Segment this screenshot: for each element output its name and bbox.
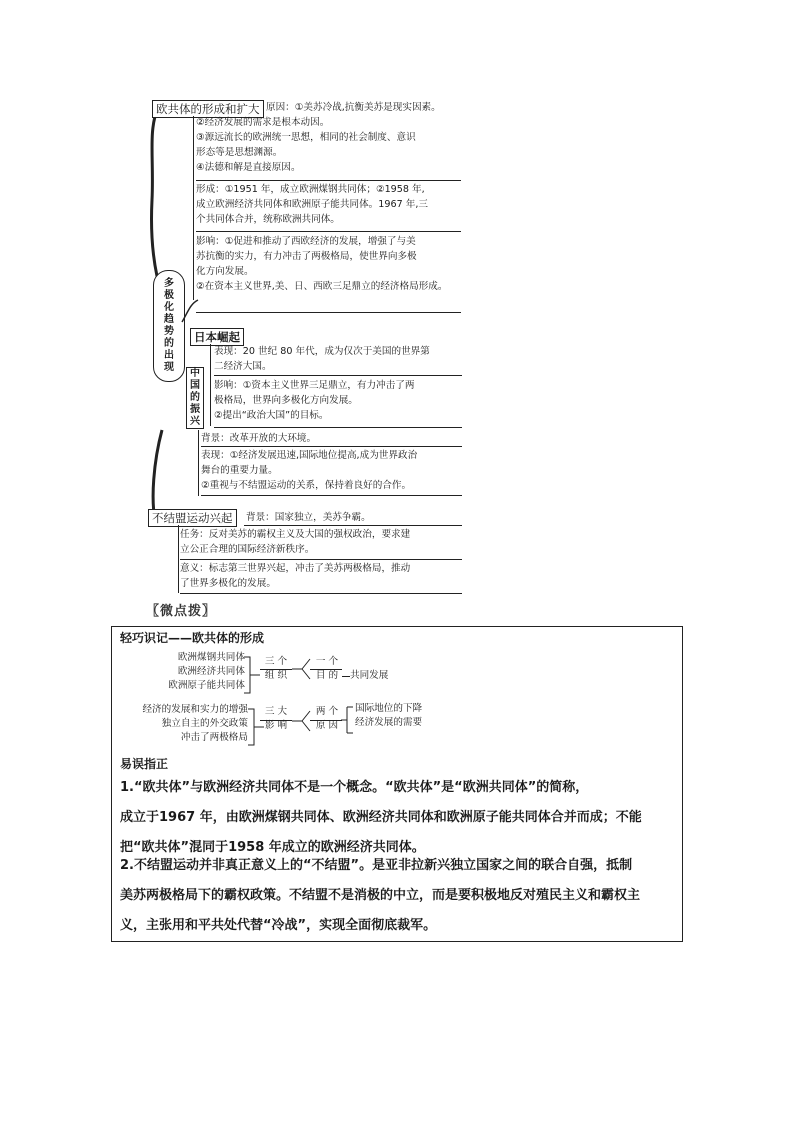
center-title-char: 出: [164, 350, 174, 361]
china-label-char: 兴: [190, 416, 200, 427]
japan-impact-line: ②提出“政治大国”的目标。: [214, 410, 329, 421]
nam-meaning: [180, 561, 410, 591]
ec-reason-line: 形态等是思想渊源。: [196, 147, 283, 158]
memory-heading: 轻巧识记——欧共体的形成: [120, 631, 265, 645]
ec-impact-line: 苏抗衡的实力，有力冲击了两极格局，使世界向多极: [196, 251, 417, 262]
center-topic-title: [162, 278, 176, 374]
effect-line: 冲击了两极格局: [180, 732, 248, 743]
error-point-2-line: 义，主张用和平共处代替“冷战”，实现全面彻底裁军。: [120, 918, 437, 933]
two-causes: [309, 705, 345, 733]
three-effects-line: 影 响: [264, 720, 288, 731]
china-label-box: [186, 367, 204, 429]
cause-line: 国际地位的下降: [355, 703, 423, 714]
china-label-char: 振: [190, 404, 200, 415]
one-goal-line: 目 的: [315, 670, 339, 681]
error-point-1-line: 1.“欧共体”与欧洲经济共同体不是一个概念。“欧共体”是“欧洲共同体”的简称，: [120, 780, 589, 795]
error-point-1: [120, 773, 676, 863]
japan-impact-line: 极格局，世界向多极化方向发展。: [214, 395, 358, 406]
nam-task-line: 立公正合理的国际经济新秩序。: [180, 544, 315, 555]
three-orgs-line: 三 个: [264, 656, 288, 667]
china-label-char: 国: [190, 380, 200, 391]
ec-label: 欧共体的形成和扩大: [152, 100, 264, 118]
china-performance-line: 舞台的重要力量。: [201, 465, 278, 476]
ec-reason-line: 原因：①美苏冷战,抗衡美苏是现实因素。: [266, 102, 441, 113]
ec-reason-line: ②经济发展的需求是根本动因。: [196, 117, 330, 128]
japan-label: 日本崛起: [190, 328, 244, 346]
error-point-1-line: 把“欧共体”混同于1958 年成立的欧洲经济共同体。: [120, 840, 425, 855]
china-label-char: 中: [190, 368, 200, 379]
errors-heading: 易误指正: [120, 757, 169, 771]
org-line: 欧洲原子能共同体: [168, 680, 245, 691]
china-performance-line: ②重视与不结盟运动的关系，保持着良好的合作。: [201, 480, 412, 491]
china-label-char: 的: [190, 392, 200, 403]
china-label: [188, 368, 202, 428]
ec-reason-rest: [196, 115, 461, 175]
center-title-char: 现: [164, 362, 174, 373]
nam-meaning-line: 了世界多极化的发展。: [180, 578, 276, 589]
ec-impact-block: [196, 234, 448, 294]
cause-line: 经济发展的需要: [355, 717, 423, 728]
effect-line: 独立自主的外交政策: [161, 718, 248, 729]
center-title-char: 化: [164, 302, 174, 313]
ec-impact-line: 影响：①促进和推动了西欧经济的发展，增强了与美: [196, 236, 416, 247]
nam-background: 背景：国家独立，美苏争霸。: [246, 512, 371, 523]
nam-task: [180, 527, 410, 557]
ec-impact-line: 化方向发展。: [196, 266, 254, 277]
nam-meaning-line: 意义：标志第三世界兴起，冲击了美苏两极格局，推动: [180, 563, 411, 574]
note-box: [111, 626, 683, 942]
japan-impact-line: 影响：①资本主义世界三足鼎立，有力冲击了两: [214, 380, 415, 391]
china-performance: [201, 448, 417, 493]
ec-impact-line: ②在资本主义世界,美、日、西欧三足鼎立的经济格局形成。: [196, 281, 448, 292]
japan-performance-line: 二经济大国。: [214, 361, 272, 372]
ec-formation-line: 形成：①1951 年，成立欧洲煤钢共同体；②1958 年,: [196, 184, 425, 195]
two-causes-line: 两 个: [315, 706, 339, 717]
effect-list: [112, 703, 248, 745]
nam-label: 不结盟运动兴起: [148, 509, 237, 527]
error-point-1-line: 成立于1967 年，由欧洲煤钢共同体、欧洲经济共同体和欧洲原子能共同体合并而成；不能: [120, 810, 642, 825]
three-effects-line: 三 大: [264, 706, 288, 717]
effect-line: 经济的发展和实力的增强: [142, 704, 248, 715]
ec-formation-line: 个共同体合并，统称欧洲共同体。: [196, 214, 340, 225]
error-point-2-line: 2.不结盟运动并非真正意义上的“不结盟”。是亚非拉新兴独立国家之间的联合自强，抵制: [120, 858, 633, 873]
japan-performance: [214, 344, 430, 374]
center-title-char: 势: [164, 326, 174, 337]
china-performance-line: 表现：①经济发展迅速,国际地位提高,成为世界政治: [201, 450, 418, 461]
center-title-char: 多: [164, 278, 174, 289]
one-goal-line: 一 个: [315, 656, 339, 667]
cause-list: [355, 702, 422, 730]
org-line: 欧洲经济共同体: [177, 666, 245, 677]
error-point-2-line: 美苏两极格局下的霸权政策。不结盟不是消极的中立，而是要积极地反对殖民主义和霸权主: [120, 888, 641, 903]
common-development: 共同发展: [350, 670, 389, 681]
ec-reason-line: ④法德和解是直接原因。: [196, 162, 301, 173]
ec-formation-line: 成立欧洲经济共同体和欧洲原子能共同体。1967 年,三: [196, 199, 428, 210]
japan-performance-line: 表现：20 世纪 80 年代，成为仅次于美国的世界第: [214, 346, 430, 357]
center-title-char: 的: [164, 338, 174, 349]
two-causes-line: 原 因: [315, 720, 339, 731]
center-topic: [153, 270, 185, 382]
ec-reason-line: ③源远流长的欧洲统一思想，相同的社会制度、意识: [196, 132, 416, 143]
japan-impact: [214, 378, 414, 423]
three-orgs-line: 组 织: [264, 670, 288, 681]
tip-title: 〖微点拨〗: [146, 604, 217, 619]
center-title-char: 极: [164, 290, 174, 301]
center-title-char: 趋: [164, 314, 174, 325]
org-list: [140, 651, 245, 693]
org-line: 欧洲煤钢共同体: [177, 652, 245, 663]
china-background: 背景：改革开放的大环境。: [201, 433, 317, 444]
nam-task-line: 任务：反对美苏的霸权主义及大国的强权政治，要求建: [180, 529, 411, 540]
three-effects: [258, 705, 294, 733]
ec-formation-block: [196, 182, 428, 227]
error-point-2: [120, 851, 676, 941]
